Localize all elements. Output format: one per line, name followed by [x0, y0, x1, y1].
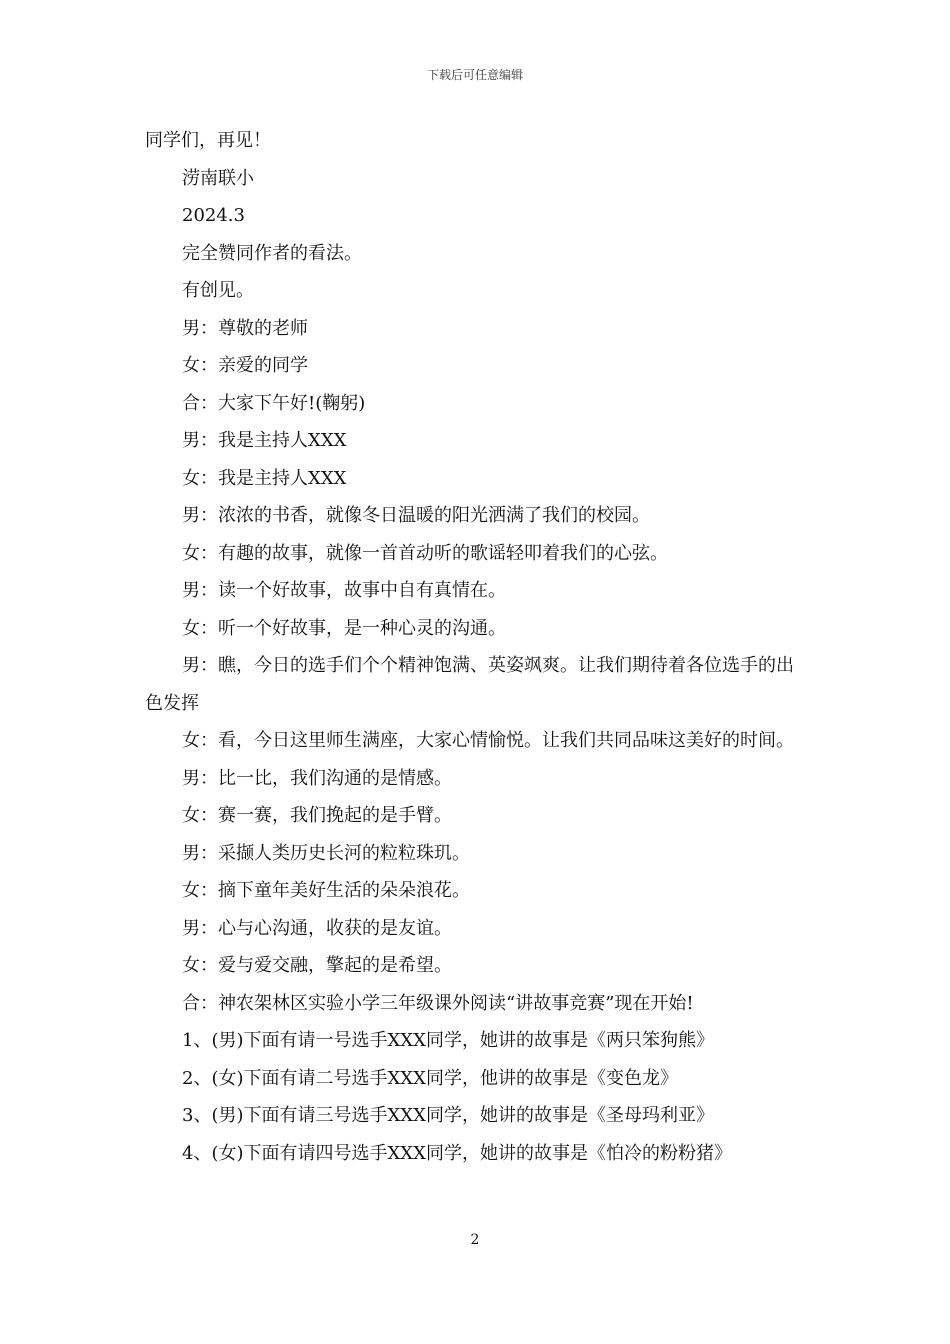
script-line: 男：我是主持人XXX [182, 430, 347, 451]
date-line: 2024.3 [182, 205, 245, 226]
script-paragraph: 男：瞧，今日的选手们个个精神饱满、英姿飒爽。让我们期待着各位选手的出色发挥 [145, 655, 794, 714]
comment-line: 有创见。 [182, 280, 254, 301]
script-line: 女：有趣的故事，就像一首首动听的歌谣轻叩着我们的心弦。 [182, 542, 668, 564]
contestant-line: 2、(女)下面有请二号选手XXX同学，他讲的故事是《变色龙》 [182, 1067, 678, 1089]
script-paragraph: 女：看，今日这里师生满座，大家心情愉悦。让我们共同品味这美好的时间。 [182, 730, 794, 751]
comment-line: 完全赞同作者的看法。 [182, 242, 362, 264]
script-line: 男：读一个好故事，故事中自有真情在。 [182, 580, 506, 601]
contestant-line: 1、(男)下面有请一号选手XXX同学，她讲的故事是《两只笨狗熊》 [182, 1030, 714, 1051]
script-line: 女：我是主持人XXX [182, 467, 347, 489]
script-line: 女：亲爱的同学 [182, 355, 308, 376]
script-line: 男：比一比，我们沟通的是情感。 [182, 767, 452, 789]
script-line: 女：摘下童年美好生活的朵朵浪花。 [182, 880, 470, 901]
page-number: 2 [470, 1232, 480, 1248]
script-line: 合：大家下午好!(鞠躬) [182, 392, 366, 414]
page-header: 下载后可任意编辑 [426, 68, 523, 82]
school-name: 涝南联小 [182, 167, 254, 189]
script-line: 合：神农架林区实验小学三年级课外阅读“讲故事竞赛”现在开始! [182, 992, 694, 1014]
script-line: 男：采撷人类历史长河的粒粒珠玑。 [182, 842, 470, 864]
script-line: 女：赛一赛，我们挽起的是手臂。 [182, 805, 452, 826]
script-line: 男：尊敬的老师 [182, 317, 308, 339]
closing-line: 同学们，再见！ [145, 130, 271, 151]
contestant-line: 3、(男)下面有请三号选手XXX同学，她讲的故事是《圣母玛利亚》 [182, 1105, 714, 1126]
contestant-line: 4、(女)下面有请四号选手XXX同学，她讲的故事是《怕冷的粉粉猪》 [182, 1142, 732, 1164]
script-line: 女：爱与爱交融，擎起的是希望。 [182, 955, 452, 976]
script-line: 男：浓浓的书香，就像冬日温暖的阳光洒满了我们的校园。 [182, 505, 650, 526]
script-line: 男：心与心沟通，收获的是友谊。 [182, 917, 452, 939]
script-line: 女：听一个好故事，是一种心灵的沟通。 [182, 617, 506, 639]
document-body [145, 122, 810, 1172]
